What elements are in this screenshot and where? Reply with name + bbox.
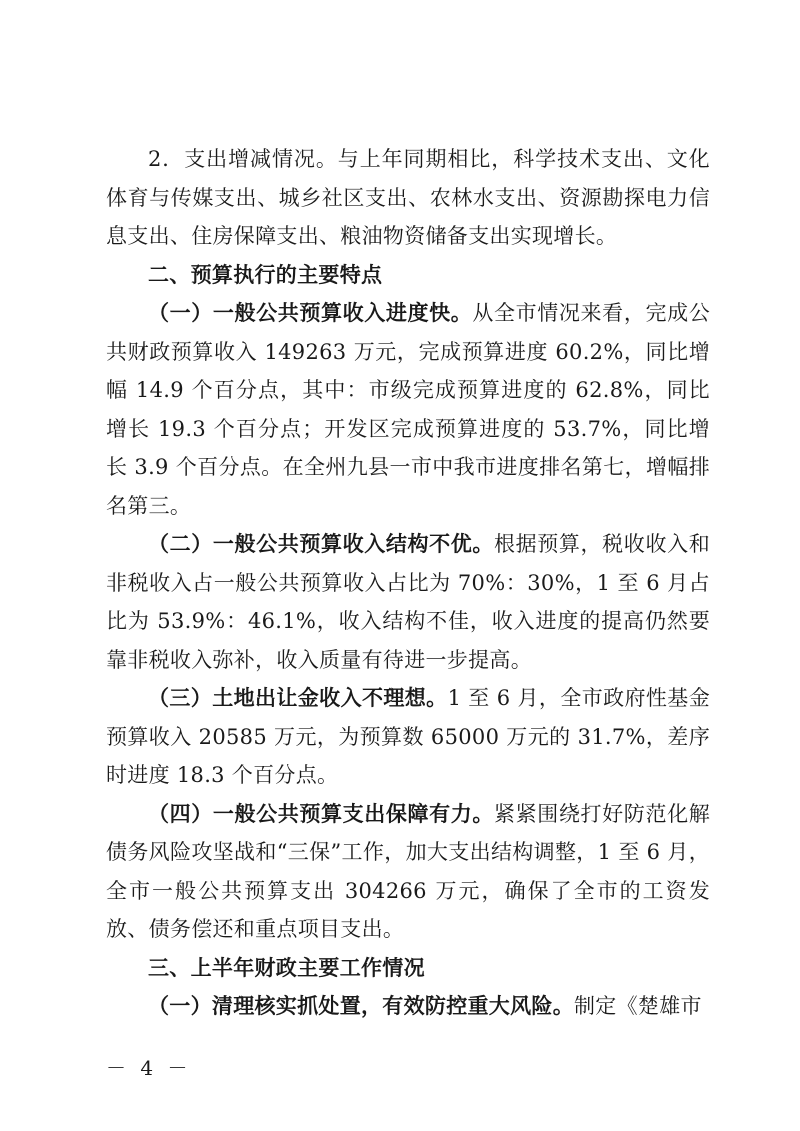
section-heading-budget-features: 二、预算执行的主要特点 bbox=[148, 262, 383, 287]
paragraph-text: 从全市情况来看，完成公共财政预算收入 149263 万元，完成预算进度 60.2%，同比增幅 14.9 个百分点，其中：市级完成预算进度的 62.8%，同比增长 19.3 个百分点；开发区完成预算进度的 53.7%，同比增长 3.9 个百分点。在全州九县一市中我市进度排名第七，增幅排名第三。 bbox=[106, 301, 710, 518]
document-body bbox=[106, 140, 710, 1026]
paragraph-text: 1 至 6 月，全市政府性基金预算收入 20585 万元，为预算数 65000 万元的 31.7%，差序时进度 18.3 个百分点。 bbox=[106, 686, 711, 787]
paragraph-revenue-progress bbox=[106, 294, 710, 525]
section-heading-main-work: 三、上半年财政主要工作情况 bbox=[148, 955, 425, 980]
paragraph-expenditure-change bbox=[106, 140, 710, 256]
paragraph-lead: （四）一般公共预算支出保障有力。 bbox=[148, 801, 495, 826]
paragraph-text: 根据预算，税收收入和非税收入占一般公共预算收入占比为 70%：30%，1 至 6 月占比为 53.9%：46.1%，收入结构不佳，收入进度的提高仍然要靠非税收入弥补，收入质量有待进一步提高。 bbox=[106, 532, 710, 672]
paragraph-lead: （一）一般公共预算收入进度快。 bbox=[148, 301, 473, 325]
paragraph-expenditure-guarantee bbox=[106, 795, 710, 949]
paragraph-risk-control bbox=[106, 987, 710, 1026]
paragraph-text: 2．支出增减情况。与上年同期相比，科学技术支出、文化体育与传媒支出、城乡社区支出、农林水支出、资源勘探电力信息支出、住房保障支出、粮油物资储备支出实现增长。 bbox=[106, 147, 710, 248]
paragraph-revenue-structure bbox=[106, 525, 710, 679]
paragraph-lead: （三）土地出让金收入不理想。 bbox=[148, 686, 448, 710]
page-number: － 4 － bbox=[106, 1056, 192, 1080]
paragraph-text: 紧紧围绕打好防范化解债务风险攻坚战和“三保”工作，加大支出结构调整，1 至 6 月，全市一般公共预算支出 304266 万元，确保了全市的工资发放、债务偿还和重点项目支出。 bbox=[106, 801, 710, 941]
paragraph-land-revenue bbox=[106, 679, 710, 795]
paragraph-lead: （一）清理核实抓处置，有效防控重大风险。 bbox=[148, 994, 574, 1018]
paragraph-lead: （二）一般公共预算收入结构不优。 bbox=[148, 532, 495, 556]
paragraph-text: 制定《楚雄市 bbox=[574, 994, 702, 1018]
